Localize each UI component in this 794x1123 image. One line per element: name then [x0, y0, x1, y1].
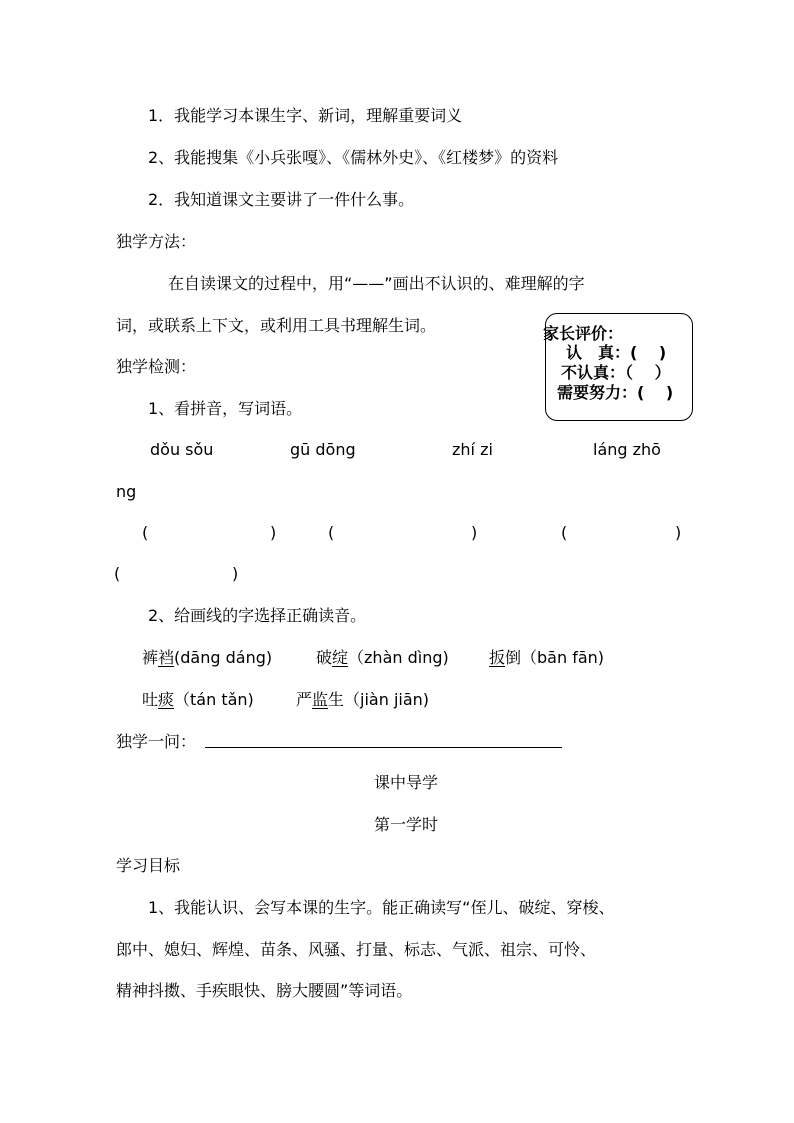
pron-item-3-post: 倒（bān fān) — [505, 648, 605, 667]
objective-1-line-3: 精神抖擞、手疾眼快、膀大腰圆”等词语。 — [116, 981, 413, 1000]
answer-1-open: ( — [142, 523, 149, 542]
eval-not-serious: 不认真：（ ） — [561, 363, 671, 382]
pron-item-4-post: （tán tǎn) — [174, 690, 254, 709]
pron-item-4-underlined: 痰 — [158, 690, 175, 709]
lesson-period: 第一学时 — [374, 815, 439, 834]
pinyin-3: zhí zi — [452, 440, 493, 459]
pron-item-1 — [142, 648, 272, 668]
eval-needs-effort: 需要努力：( ) — [557, 383, 674, 402]
answer-4-close: ) — [232, 564, 239, 583]
eval-serious: 认 真：( ) — [566, 343, 667, 362]
answer-3-open: ( — [561, 523, 568, 542]
method-heading: 独学方法： — [116, 232, 197, 251]
pron-item-4 — [142, 690, 254, 710]
pron-item-1-pre: 裤 — [142, 648, 159, 667]
goal-3: 2．我知道课文主要讲了一件什么事。 — [148, 190, 415, 209]
pron-item-5-post: 生（jiàn jiān) — [328, 690, 430, 709]
lesson-title: 课中导学 — [374, 773, 439, 792]
answer-4-open: ( — [114, 564, 121, 583]
pron-item-2-post: （zhàn dìng) — [348, 648, 449, 667]
objective-1-line-2: 郎中、媳妇、辉煌、苗条、风骚、打量、标志、气派、祖宗、可怜、 — [116, 940, 597, 959]
question-label: 独学一问： — [116, 732, 197, 751]
pron-item-5-underlined: 监 — [312, 690, 329, 709]
method-line-2: 词，或联系上下文，或利用工具书理解生词。 — [116, 316, 437, 335]
check-q2: 2、给画线的字选择正确读音。 — [148, 606, 367, 625]
goal-2: 2、我能搜集《小兵张嘎》、《儒林外史》、《红楼梦》的资料 — [148, 148, 559, 167]
question-answer-line[interactable] — [205, 747, 562, 748]
pron-item-4-pre: 吐 — [142, 690, 159, 709]
pron-item-2-underlined: 绽 — [332, 648, 349, 667]
answer-2-close: ) — [471, 523, 478, 542]
pinyin-4: láng zhō — [593, 440, 661, 459]
method-line-1: 在自读课文的过程中，用“——”画出不认识的、难理解的字 — [168, 274, 585, 293]
objective-heading: 学习目标 — [116, 856, 181, 875]
pron-item-2 — [316, 648, 449, 668]
pron-item-1-underlined: 裆 — [158, 648, 175, 667]
answer-3-close: ) — [675, 523, 682, 542]
answer-1-close: ) — [270, 523, 277, 542]
objective-1-line-1: 1、我能认识、会写本课的生字。能正确读写“侄儿、破绽、穿梭、 — [148, 898, 615, 917]
pron-item-5-pre: 严 — [296, 690, 313, 709]
pron-item-2-pre: 破 — [316, 648, 333, 667]
pron-item-1-post: (dāng dáng) — [174, 648, 273, 667]
pron-item-3-underlined: 扳 — [489, 648, 506, 667]
parent-evaluation-title: 家长评价： — [543, 324, 624, 343]
check-q1: 1、看拼音，写词语。 — [148, 399, 303, 418]
pron-item-5 — [296, 690, 429, 710]
pinyin-2: gū dōng — [290, 440, 356, 459]
answer-2-open: ( — [328, 523, 335, 542]
pinyin-1: dǒu sǒu — [150, 440, 214, 459]
pinyin-wrap: ng — [116, 482, 137, 501]
goal-1: 1．我能学习本课生字、新词，理解重要词义 — [148, 106, 463, 125]
pron-item-3 — [489, 648, 604, 668]
check-heading: 独学检测： — [116, 357, 197, 376]
